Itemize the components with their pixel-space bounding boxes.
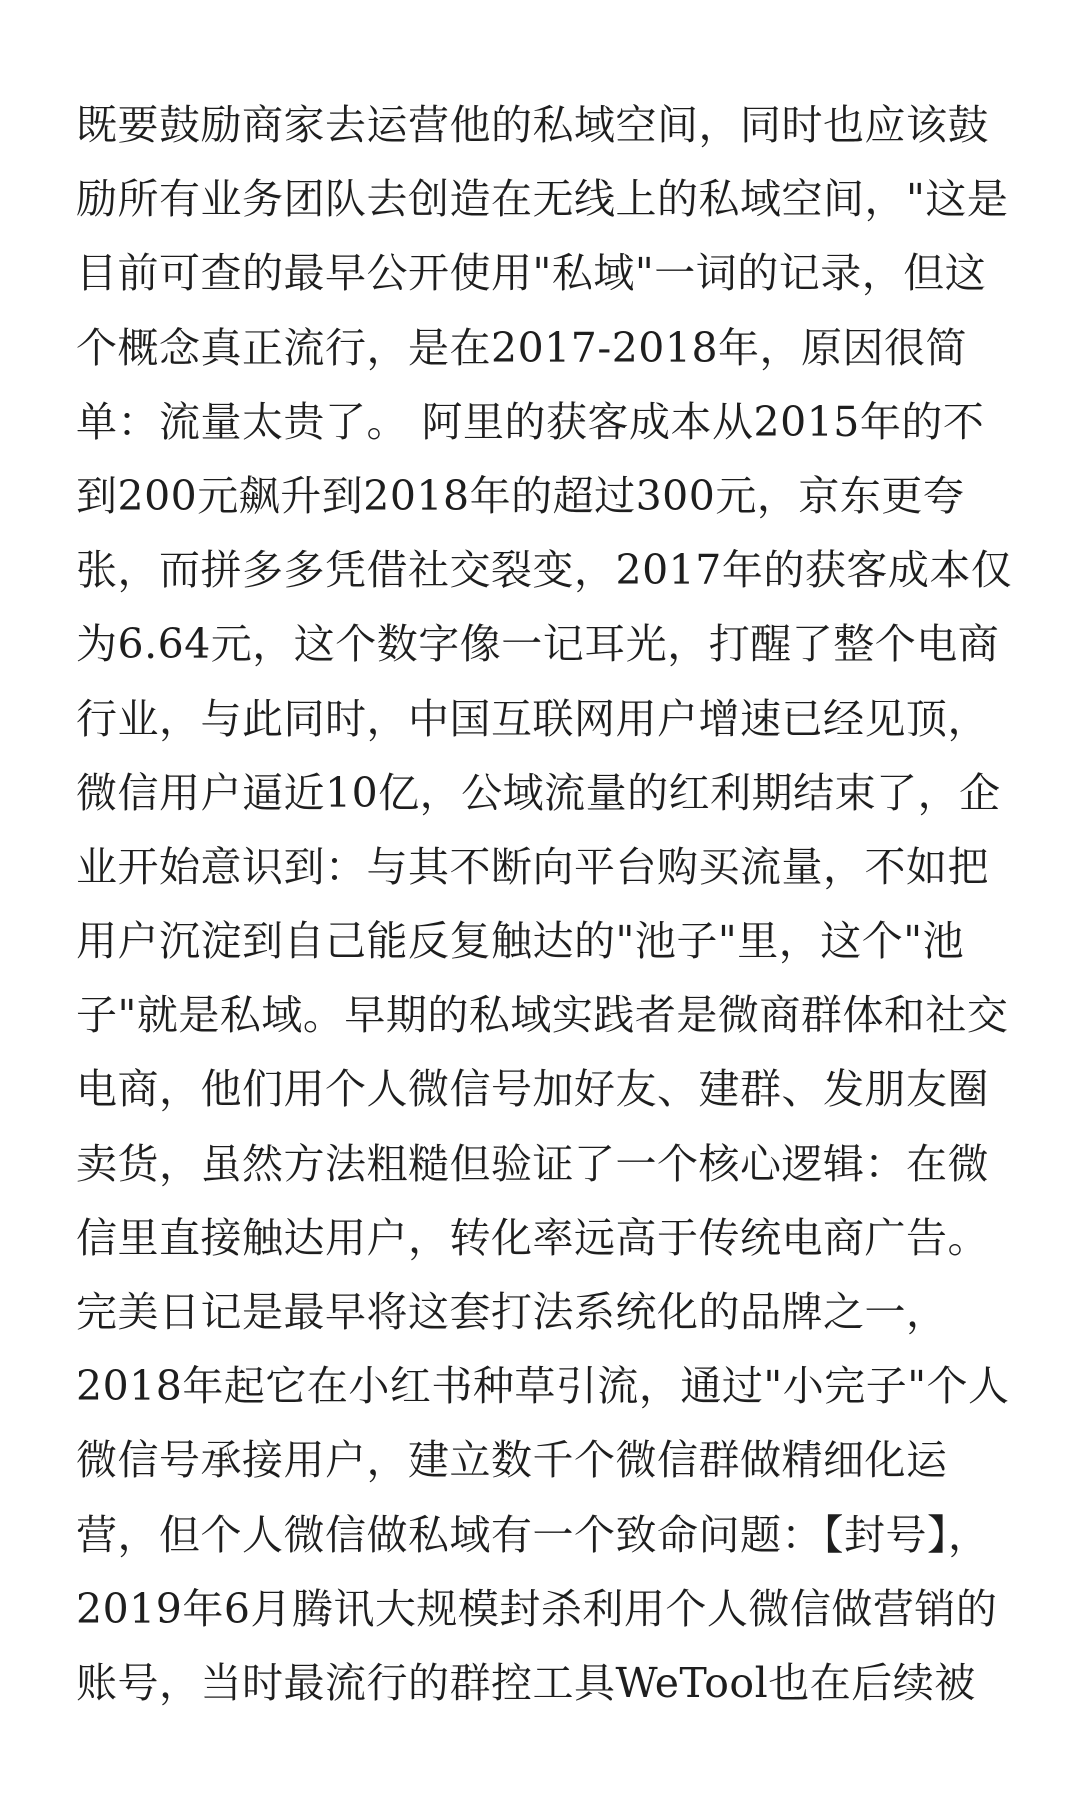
article-line: 微信用户逼近10亿，公域流量的红利期结束了，企 <box>76 768 1001 817</box>
article-line: 既要鼓励商家去运营他的私域空间，同时也应该鼓 <box>76 101 989 149</box>
article-line: 行业，与此同时，中国互联网用户增速已经见顶， <box>76 694 989 743</box>
article-line: 励所有业务团队去创造在无线上的私域空间，"这是 <box>76 175 1009 224</box>
article-line: 信里直接触达用户，转化率远高于传统电商广告。 <box>76 1213 989 1262</box>
article-line: 目前可查的最早公开使用"私域"一词的记录，但这 <box>76 249 987 298</box>
article-line: 张，而拼多多凭借社交裂变，2017年的获客成本仅 <box>76 546 1013 595</box>
article-body <box>76 88 1016 1720</box>
article-line: 到200元飙升到2018年的超过300元，京东更夸 <box>76 471 965 520</box>
article-line: 完美日记是最早将这套打法系统化的品牌之一， <box>76 1288 948 1336</box>
article-line: 账号，当时最流行的群控工具WeTool也在后续被 <box>76 1658 976 1707</box>
article-line: 微信号承接用户，建立数千个微信群做精细化运 <box>76 1436 948 1485</box>
article-line: 为6.64元，这个数字像一记耳光，打醒了整个电商 <box>76 620 1000 669</box>
article-line: 个概念真正流行，是在2017-2018年，原因很简 <box>76 323 968 372</box>
article-line: 营，但个人微信做私域有一个致命问题：【封号】， <box>76 1510 990 1559</box>
article-line: 单：流量太贵了。 阿里的获客成本从2015年的不 <box>76 397 985 446</box>
article-line: 用户沉淀到自己能反复触达的"池子"里，这个"池 <box>76 917 965 966</box>
article-line: 卖货，虽然方法粗糙但验证了一个核心逻辑：在微 <box>76 1139 989 1188</box>
article-line: 2018年起它在小红书种草引流，通过"小完子"个人 <box>76 1362 1010 1411</box>
article-line: 电商，他们用个人微信号加好友、建群、发朋友圈 <box>76 1065 989 1114</box>
article-line: 业开始意识到：与其不断向平台购买流量，不如把 <box>76 842 989 891</box>
article-line: 子"就是私域。早期的私域实践者是微商群体和社交 <box>76 991 1009 1040</box>
article-line: 2019年6月腾讯大规模封杀利用个人微信做营销的 <box>76 1584 998 1633</box>
